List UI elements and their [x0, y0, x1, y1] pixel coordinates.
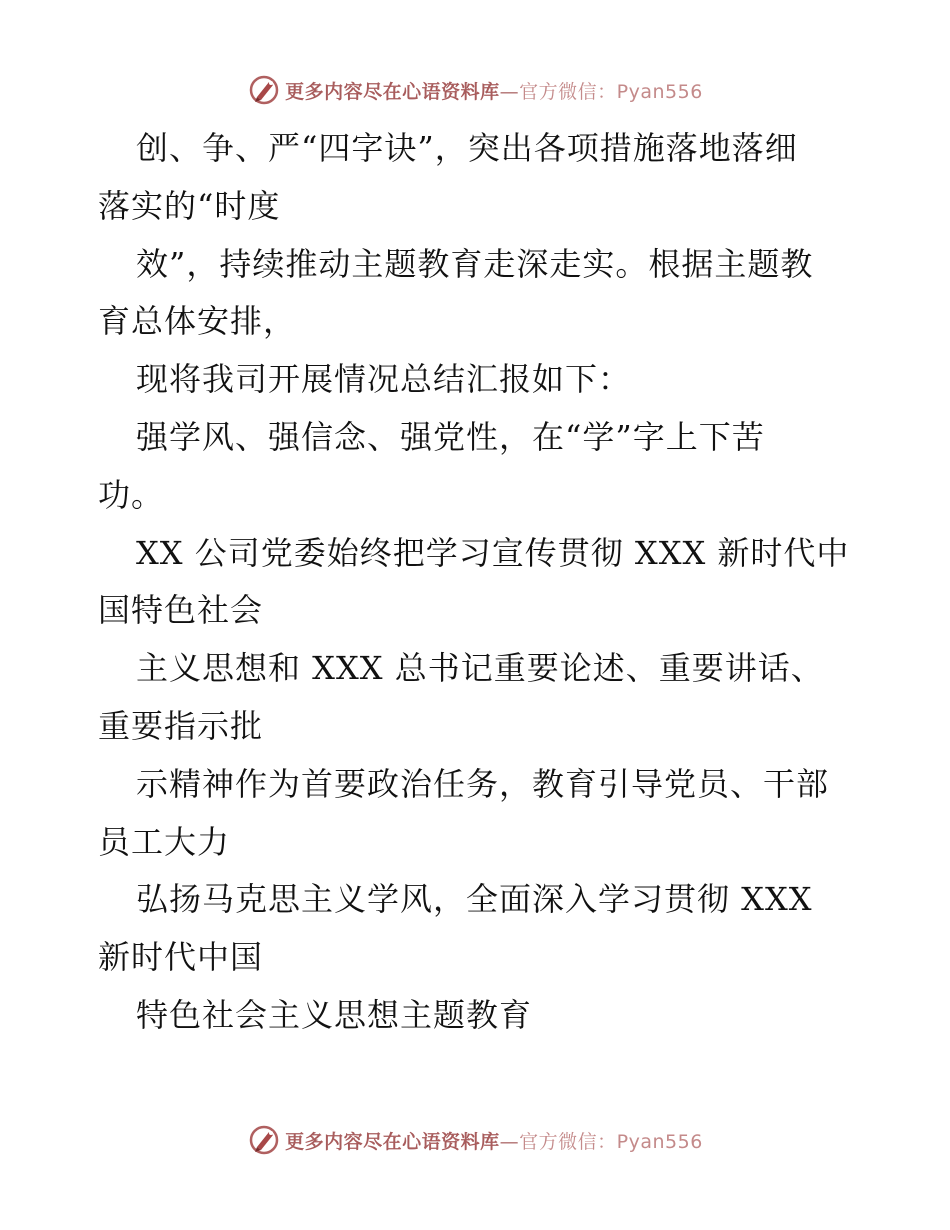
- body-line: 重要指示批: [98, 706, 264, 745]
- body-line: 新时代中国: [98, 938, 264, 977]
- body-line: 示精神作为首要政治任务，教育引导党员、干部: [136, 764, 830, 803]
- pen-nib-logo-icon: [247, 73, 281, 107]
- body-line: 主义思想和 XXX 总书记重要论述、重要讲话、: [136, 649, 824, 688]
- body-line: 国特色社会: [98, 591, 264, 630]
- body-line: 功。: [98, 475, 165, 514]
- watermark-text: [285, 77, 703, 104]
- document-body: [98, 120, 858, 1045]
- watermark-contact: 官方微信：Pyan556: [519, 80, 703, 103]
- body-line: 效”，持续推动主题教育走深走实。根据主题教: [136, 244, 814, 283]
- watermark-separator: —: [499, 1130, 520, 1153]
- body-line: 弘扬马克思主义学风，全面深入学习贯彻 XXX: [136, 880, 813, 919]
- footer-watermark: [0, 1120, 950, 1160]
- watermark-contact: 官方微信：Pyan556: [519, 1130, 703, 1153]
- body-line: XX 公司党委始终把学习宣传贯彻 XXX 新时代中: [136, 533, 850, 572]
- body-line: 特色社会主义思想主题教育: [136, 995, 533, 1034]
- body-line: 落实的“时度: [98, 186, 281, 225]
- watermark-separator: —: [499, 80, 520, 103]
- body-line: 强学风、强信念、强党性，在“学”字上下苦: [136, 417, 765, 456]
- body-line: 育总体安排，: [98, 302, 297, 341]
- watermark-brand: 更多内容尽在心语资料库: [285, 1130, 500, 1153]
- header-watermark: [0, 70, 950, 110]
- watermark-brand: 更多内容尽在心语资料库: [285, 80, 500, 103]
- body-line: 员工大力: [98, 822, 231, 861]
- watermark-text: [285, 1127, 703, 1154]
- body-line: 现将我司开展情况总结汇报如下：: [136, 360, 632, 399]
- pen-nib-logo-icon: [247, 1123, 281, 1157]
- body-line: 创、争、严“四字诀”，突出各项措施落地落细: [136, 129, 798, 167]
